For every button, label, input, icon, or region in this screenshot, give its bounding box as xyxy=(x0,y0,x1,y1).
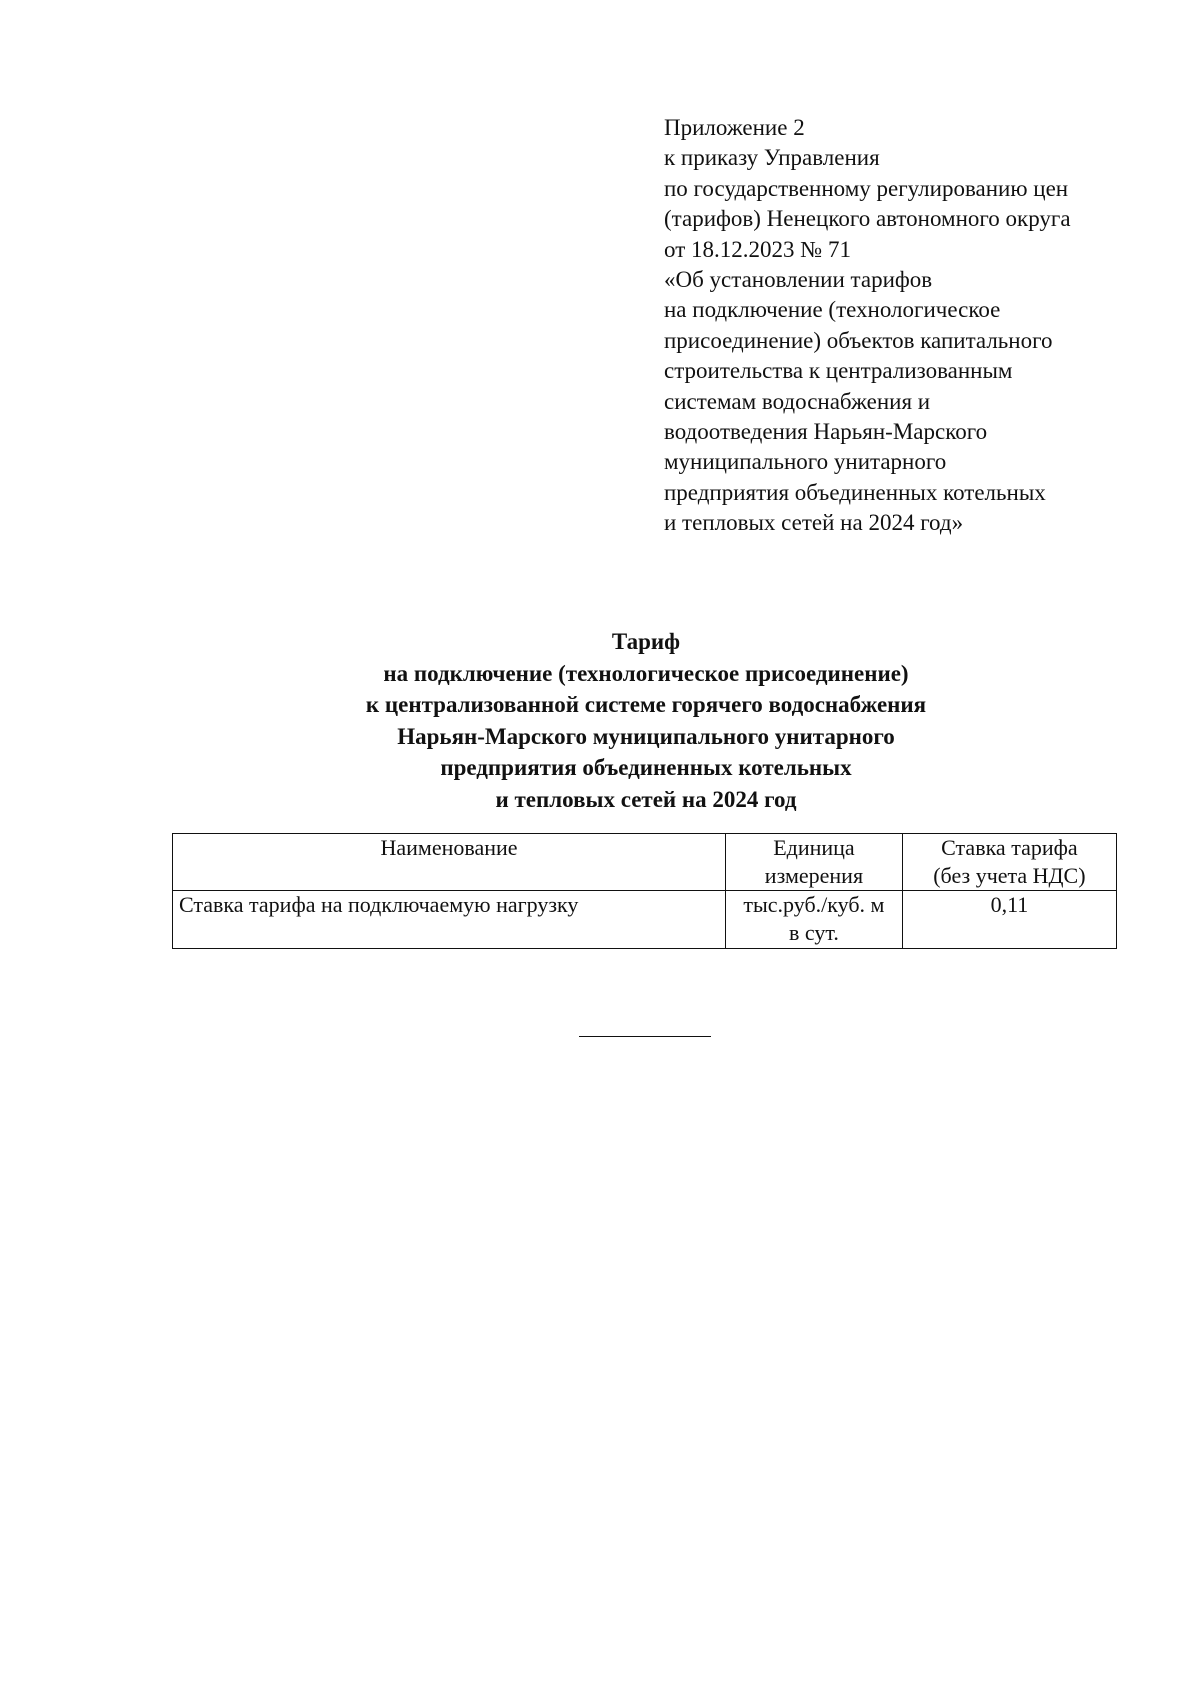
header-unit-line2: измерения xyxy=(764,863,864,888)
header-rate-line1: Ставка тарифа xyxy=(941,835,1078,860)
row-rate-cell xyxy=(902,891,1116,949)
header-name xyxy=(173,834,726,891)
row-unit-line1: тыс.руб./куб. м xyxy=(743,892,885,917)
header-unit xyxy=(726,834,903,891)
title-line: и тепловых сетей на 2024 год xyxy=(495,786,797,812)
appendix-line: и тепловых сетей на 2024 год» xyxy=(664,510,964,536)
title-line: к централизованной системе горячего водоснабжения xyxy=(365,692,927,717)
title-line: Тариф xyxy=(611,629,681,654)
row-name: Ставка тарифа на подключаемую нагрузку xyxy=(179,892,579,917)
title-line: на подключение (технологическое присоединение) xyxy=(383,660,909,686)
appendix-line: по государственному регулированию цен xyxy=(664,175,1069,201)
appendix-line: «Об установлении тарифов xyxy=(664,267,933,293)
appendix-line: (тарифов) Ненецкого автономного округа xyxy=(664,206,1071,232)
row-name-cell xyxy=(173,891,726,949)
appendix-line: от 18.12.2023 № 71 xyxy=(664,236,851,262)
table-row xyxy=(173,891,1117,949)
appendix-line: водоотведения Нарьян-Марского xyxy=(664,419,988,445)
appendix-header xyxy=(664,113,1164,539)
appendix-line: муниципального унитарного xyxy=(664,449,947,475)
header-name-label: Наименование xyxy=(380,835,518,860)
header-unit-line1: Единица xyxy=(773,835,855,860)
appendix-line: присоединение) объектов капитального xyxy=(664,327,1053,353)
appendix-line: на подключение (технологическое xyxy=(664,297,1001,323)
document-title xyxy=(0,626,1200,815)
title-line: предприятия объединенных котельных xyxy=(440,755,852,780)
appendix-line: Приложение 2 xyxy=(664,115,805,140)
row-rate: 0,11 xyxy=(990,892,1029,917)
appendix-line: строительства к централизованным xyxy=(664,358,1013,384)
row-unit-line2: в сут. xyxy=(789,920,839,945)
row-unit-cell xyxy=(726,891,903,949)
header-rate xyxy=(902,834,1116,891)
appendix-line: предприятия объединенных котельных xyxy=(664,479,1046,505)
title-line: Нарьян-Марского муниципального унитарного xyxy=(397,723,895,749)
table-header-row xyxy=(173,834,1117,891)
end-divider xyxy=(579,1036,711,1037)
header-rate-line2: (без учета НДС) xyxy=(933,863,1086,888)
tariff-table xyxy=(172,833,1117,949)
appendix-line: системам водоснабжения и xyxy=(664,388,931,414)
appendix-line: к приказу Управления xyxy=(664,145,880,171)
